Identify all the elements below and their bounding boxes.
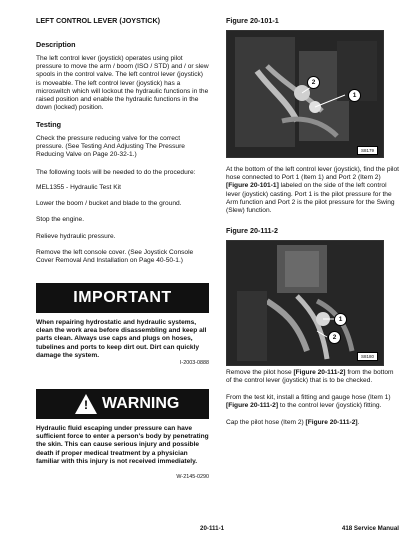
figure-1-callout-1: 1 <box>348 89 361 102</box>
testing-text: Check the pressure reducing valve for the correct pressure. (See Testing And Adjusting The Pressure Reducing Valve on Page 20-32-1.) <box>36 135 185 159</box>
section-title: LEFT CONTROL LEVER (JOYSTICK) <box>36 16 161 25</box>
testing-heading: Testing <box>36 120 62 129</box>
step-lower: Lower the boom / bucket and blade to the ground. <box>36 200 182 207</box>
step-remove: Remove the left console cover. (See Joystick Console Cover Removal And Installation on Page 40-50-1.) <box>36 249 194 265</box>
tool-kit: MEL1355 - Hydraulic Test Kit <box>36 184 121 191</box>
figure-2-title: Figure 20-111-2 <box>226 226 278 235</box>
step-remove-pilot-hose: Remove the pilot hose [Figure 20-111-2] from the bottom of the control lever (joystick) that is to be checked. <box>226 369 394 385</box>
important-ref: I-2003-0888 <box>179 360 209 366</box>
warning-ref: W-2145-0290 <box>176 474 209 480</box>
step-relieve: Relieve hydraulic pressure. <box>36 233 116 240</box>
step-stop: Stop the engine. <box>36 216 85 223</box>
warning-symbol: ! <box>84 398 88 412</box>
gauge-hose-photo <box>227 241 383 365</box>
step-cap-hose: Cap the pilot hose (Item 2) [Figure 20-111-2]. <box>226 419 360 426</box>
figure-1-callout-2: 2 <box>307 76 320 89</box>
figure-2-callout-1: 1 <box>334 313 347 326</box>
figure-2-image <box>226 240 384 366</box>
important-banner: IMPORTANT <box>36 283 209 313</box>
figure-1-image <box>226 30 384 158</box>
description-heading: Description <box>36 40 76 49</box>
figure-2-code: S8180 <box>357 352 378 361</box>
figure-1-code: S8179 <box>357 146 378 155</box>
warning-banner <box>36 389 209 419</box>
warning-banner-label: WARNING <box>102 395 180 412</box>
warning-text: Hydraulic fluid escaping under pressure can have sufficient force to enter a person's body by penetrating the skin. This can cause serious injury and possible death if proper medical treatment by a physician familiar with this injury is not received immediately. <box>36 425 209 465</box>
step-install-gauge: From the test kit, install a fitting and gauge hose (Item 1) [Figure 20-111-2] to the control lever (joystick) fitting. <box>226 394 391 410</box>
figure-2-callout-2: 2 <box>328 331 341 344</box>
description-text: The left control lever (joystick) operates using pilot pressure to move the arm / boom (ISO / STD) and / or slew spools in the control valve. The left control lever (joystick) is moveable. The left control lever (joystick) has a microswitch which will lockout the hydraulic functions in the raised position and enable the hydraulic functions in the down (locked) position. <box>36 55 209 112</box>
page-number: 20-111-1 <box>200 525 225 532</box>
tools-text: The following tools will be needed to do the procedure: <box>36 169 196 176</box>
figure-1-caption: At the bottom of the left control lever (joystick), find the pilot hose connected to Port 1 (Item 1) and Port 2 (Item 2) [Figure 20-101-1] labeled on the side of the left control lever (joystick) casting. Port 1 is the pilot pressure for the Arm function and Port 2 is the pilot pressure for the Swing (Slew) function. <box>226 166 399 215</box>
figure-1-title: Figure 20-101-1 <box>226 16 279 25</box>
manual-title: 418 Service Manual <box>341 525 399 532</box>
important-text: When repairing hydrostatic and hydraulic systems, clean the work area before disassembling and keep all parts clean. Always use caps and plugs on hoses, tubelines and ports to keep dirt out. Dirt can quickly damage the system. <box>36 319 207 359</box>
